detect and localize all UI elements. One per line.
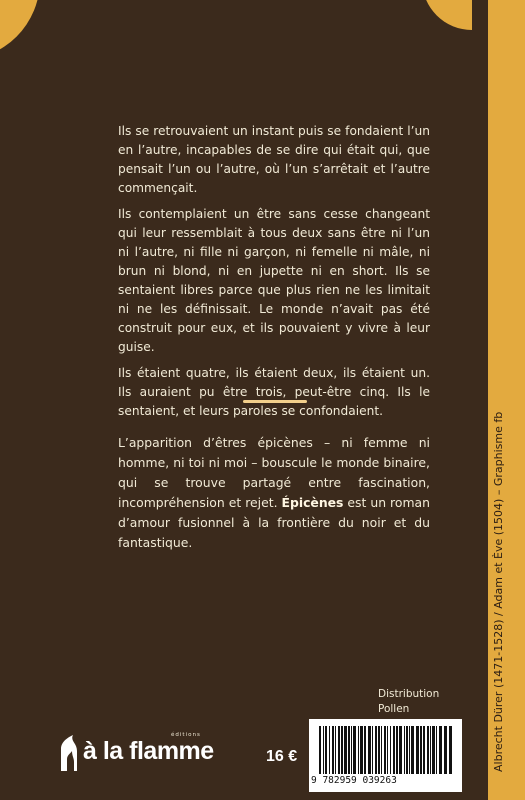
price: 16 € xyxy=(266,748,298,765)
isbn-number: 9 782959 039263 xyxy=(311,775,397,786)
distribution-info xyxy=(378,687,439,717)
publisher-name: à la flamme xyxy=(83,737,214,765)
distributor-name: Pollen xyxy=(378,703,410,715)
excerpt-paragraph-3: Ils étaient quatre, ils étaient deux, ils étaient un. Ils auraient pu être trois, peut-être cinq. Ils le sentaient, et leurs paroles se confondaient. xyxy=(118,366,430,418)
image-credit: Albrecht Dürer (1471-1528) / Adam et Ève (1504) – Graphisme fb xyxy=(492,411,505,772)
barcode-icon xyxy=(317,726,457,774)
publisher-logo xyxy=(59,732,229,772)
excerpt-text xyxy=(118,122,430,428)
frame-curve-left xyxy=(0,0,40,60)
flame-logo-icon xyxy=(59,735,79,771)
section-divider xyxy=(243,400,307,403)
summary-text xyxy=(118,433,430,560)
book-title: Épicènes xyxy=(281,495,344,510)
publisher-small-label: éditions xyxy=(171,732,201,738)
summary-before: L’apparition d’êtres épicènes – ni femme ni homme, ni toi ni moi – bouscule le monde binaire, qui se trouve partagé entre fascination, incompréhension et rejet. xyxy=(118,435,430,510)
excerpt-paragraph-1: Ils se retrouvaient un instant puis se fondaient l’un en l’autre, incapables de se dire qui était qui, que pensait l’un ou l’autre, où l’un s’arrêtait et l’autre commençait. xyxy=(118,124,430,195)
excerpt-paragraph-2: Ils contemplaient un être sans cesse changeant qui leur ressemblait à tous deux sans être ni l’un ni l’autre, ni fille ni garçon, ni femelle ni mâle, ni brun ni blond, ni en jupette ni en short. Ils se sentaient libres parce que plus rien ne les limitait ni ne les définissait. Le monde n’avait pas été construit pour eux, et ils pouvaient y vivre à leur guise. xyxy=(118,207,430,354)
summary-paragraph xyxy=(118,433,430,553)
summary-after: est un roman d’amour fusionnel à la frontière du noir et du fantastique. xyxy=(118,495,430,550)
isbn-barcode xyxy=(309,719,462,792)
distribution-label: Distribution xyxy=(378,688,440,700)
frame-curve-right xyxy=(422,0,472,30)
